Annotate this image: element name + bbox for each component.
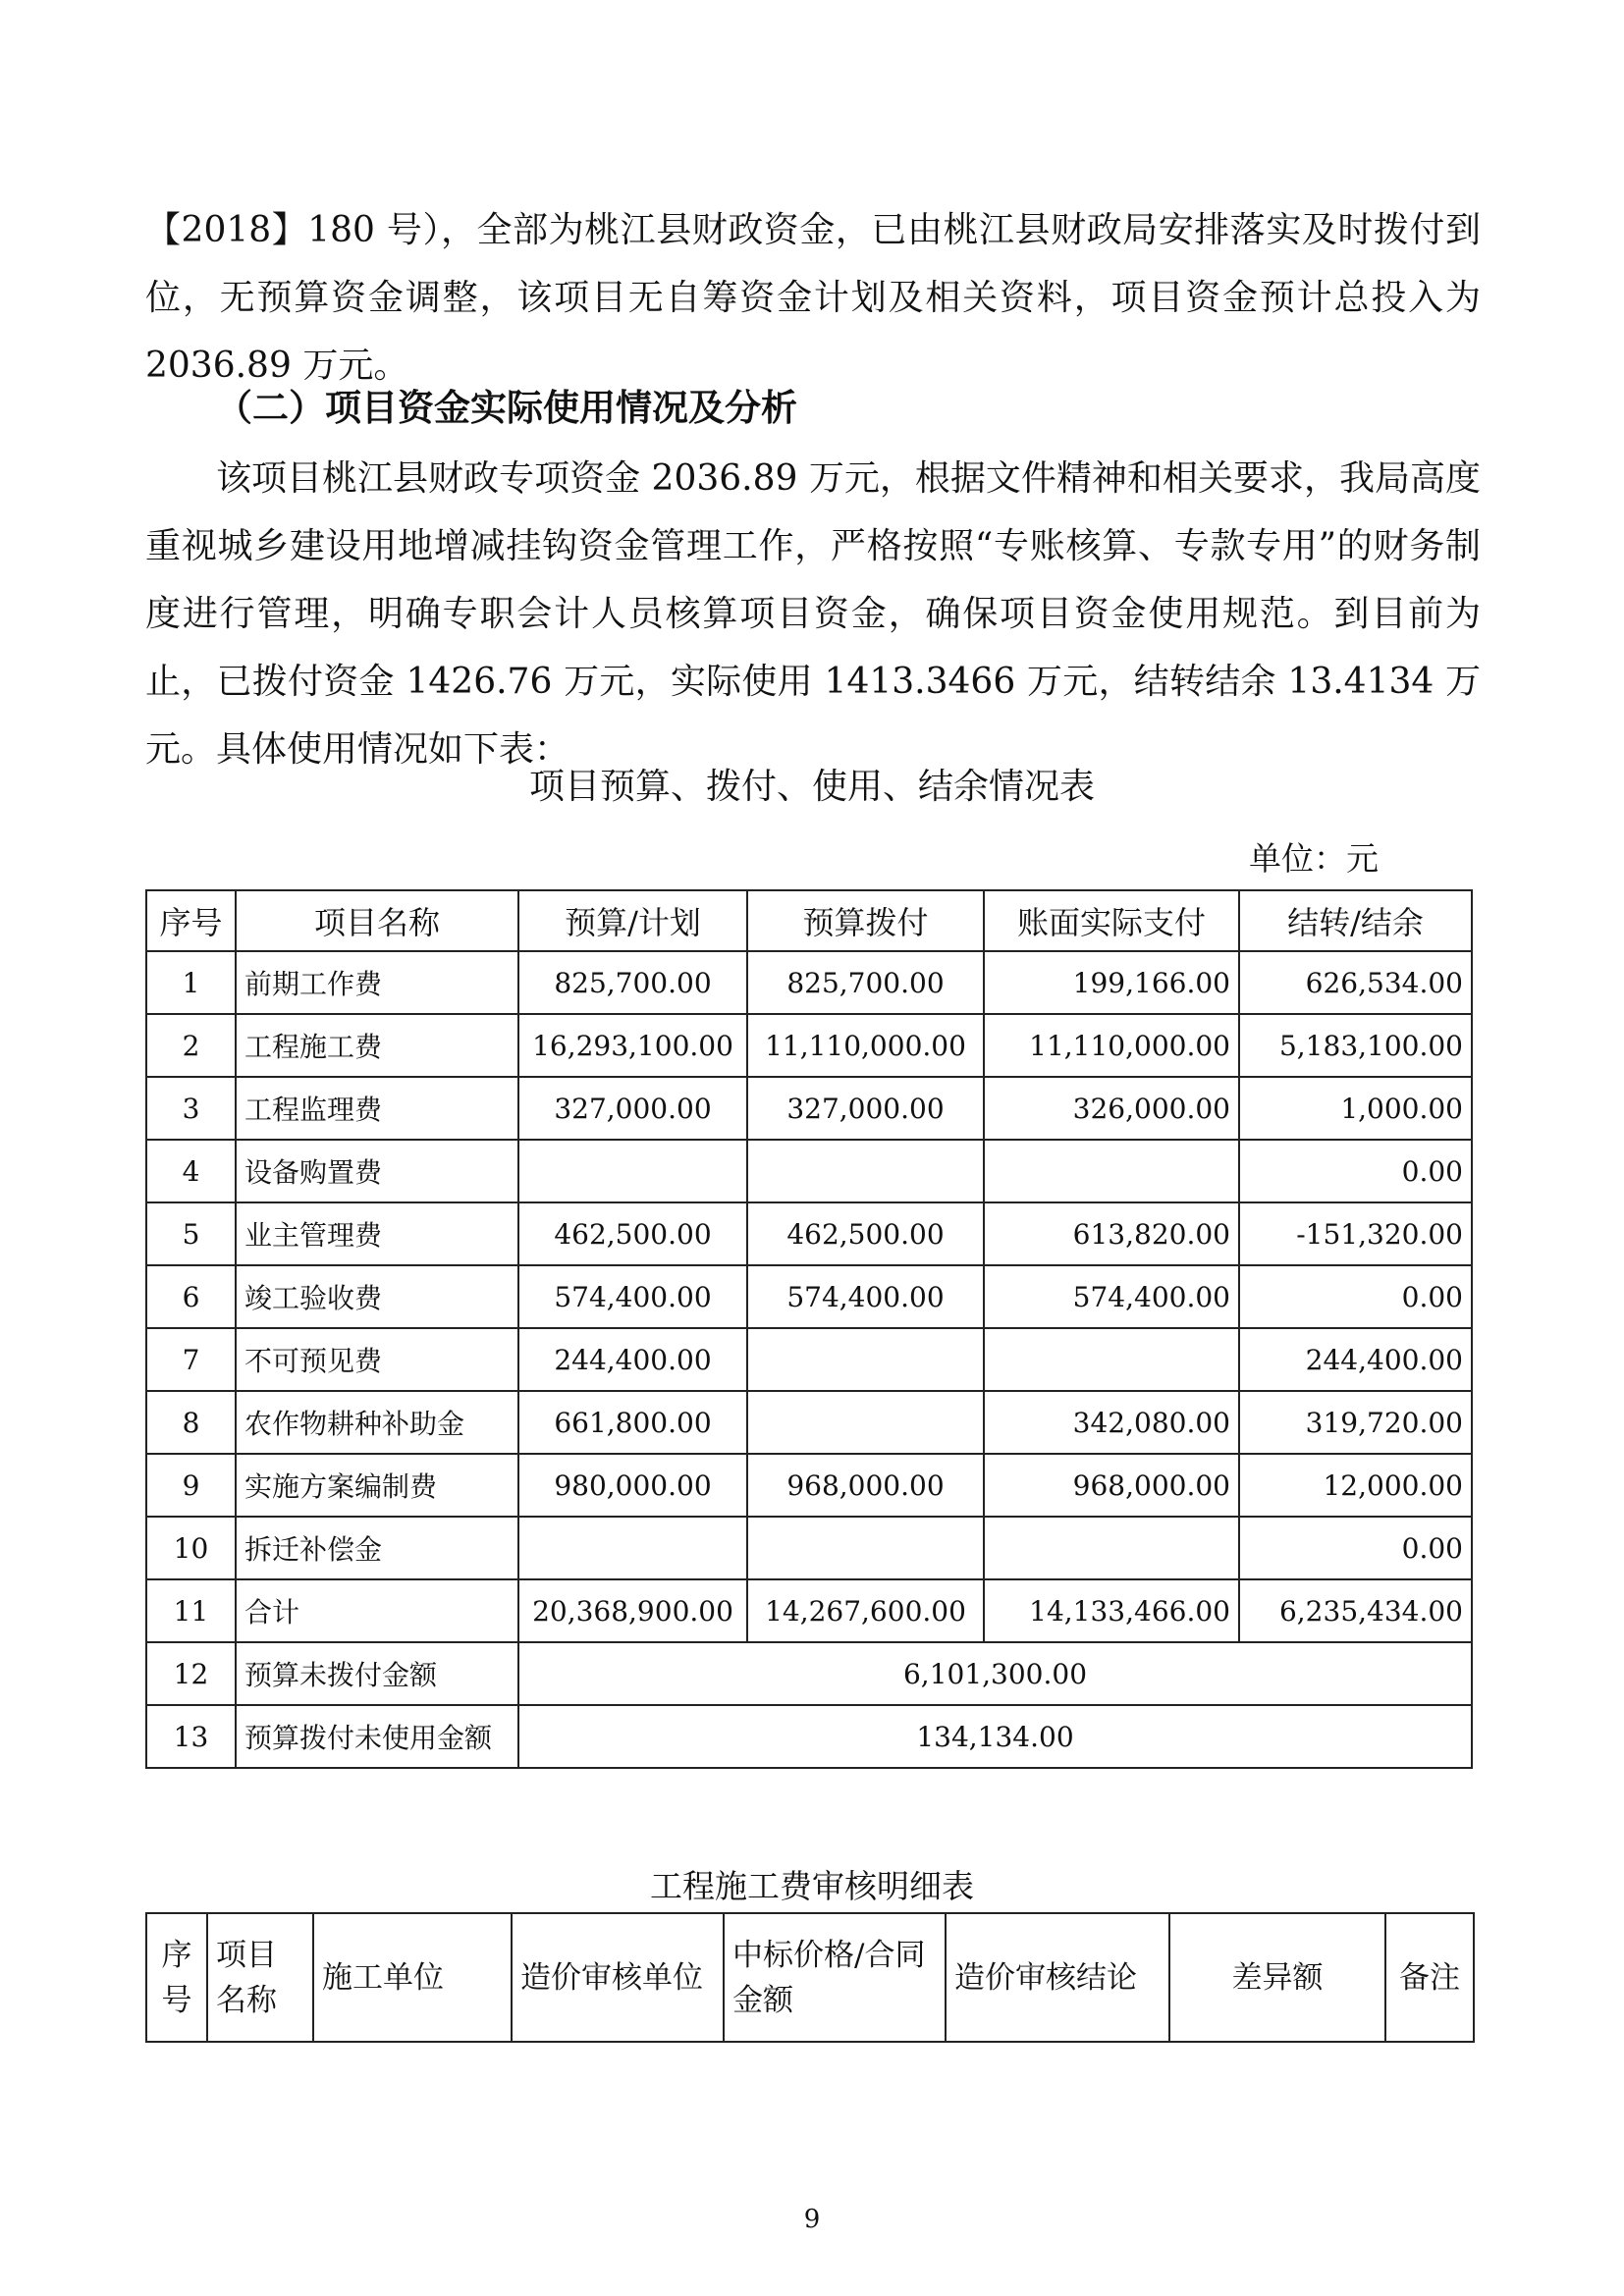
table-cell: 825,700.00	[518, 951, 747, 1014]
intro-paragraph	[145, 196, 1481, 400]
table-cell: 10	[146, 1517, 236, 1579]
table-cell: 前期工作费	[236, 951, 518, 1014]
table-header-row	[146, 1913, 1474, 2042]
table-cell: 0.00	[1239, 1517, 1472, 1579]
table-cell	[984, 1140, 1239, 1202]
table-cell: 6	[146, 1265, 236, 1328]
table-cell: 7	[146, 1328, 236, 1391]
table-cell: 1	[146, 951, 236, 1014]
table-cell: 6,235,434.00	[1239, 1579, 1472, 1642]
table-cell: 12	[146, 1642, 236, 1705]
table-cell: 327,000.00	[518, 1077, 747, 1140]
table-row	[146, 1202, 1472, 1265]
construction-audit-table	[145, 1912, 1475, 2043]
summary-row	[146, 1705, 1472, 1768]
table-cell: 968,000.00	[747, 1454, 984, 1517]
table-cell: 244,400.00	[1239, 1328, 1472, 1391]
table-cell: 12,000.00	[1239, 1454, 1472, 1517]
table-cell: 8	[146, 1391, 236, 1454]
table-cell: 工程监理费	[236, 1077, 518, 1140]
table-cell: 预算未拨付金额	[236, 1642, 518, 1705]
table1-unit: 单位：元	[1249, 839, 1379, 878]
table-cell: 实施方案编制费	[236, 1454, 518, 1517]
table-cell: 574,400.00	[518, 1265, 747, 1328]
table-cell: 14,267,600.00	[747, 1579, 984, 1642]
paragraph-1: 【2018】180 号），全部为桃江县财政资金，已由桃江县财政局安排落实及时拨付到位，无预算资金调整，该项目无自筹资金计划及相关资料，项目资金预计总投入为 2036.89 万元。	[145, 210, 1481, 386]
table-cell: 11	[146, 1579, 236, 1642]
table-cell	[984, 1328, 1239, 1391]
table-cell: 462,500.00	[518, 1202, 747, 1265]
table-header-row	[146, 890, 1472, 951]
table1-title: 项目预算、拨付、使用、结余情况表	[528, 767, 1095, 807]
table-cell: 980,000.00	[518, 1454, 747, 1517]
table-cell: 0.00	[1239, 1140, 1472, 1202]
header-cell: 序号	[146, 1913, 207, 2042]
table-cell: 661,800.00	[518, 1391, 747, 1454]
table-cell: 462,500.00	[747, 1202, 984, 1265]
table-cell	[747, 1140, 984, 1202]
table-cell: 不可预见费	[236, 1328, 518, 1391]
header-cell: 预算/计划	[518, 890, 747, 951]
table-cell: 968,000.00	[984, 1454, 1239, 1517]
table-cell	[747, 1328, 984, 1391]
budget-table	[145, 889, 1473, 1769]
table-cell: 农作物耕种补助金	[236, 1391, 518, 1454]
table-cell: 5	[146, 1202, 236, 1265]
table-cell: 626,534.00	[1239, 951, 1472, 1014]
table2-title: 工程施工费审核明细表	[650, 1867, 974, 1905]
table-cell: 2	[146, 1014, 236, 1077]
header-cell: 项目名称	[236, 890, 518, 951]
table-cell: 13	[146, 1705, 236, 1768]
table-cell: 244,400.00	[518, 1328, 747, 1391]
table-cell: 拆迁补偿金	[236, 1517, 518, 1579]
table-cell: -151,320.00	[1239, 1202, 1472, 1265]
header-cell: 项目名称	[207, 1913, 313, 2042]
table-cell: 工程施工费	[236, 1014, 518, 1077]
table-row	[146, 951, 1472, 1014]
table-row	[146, 1265, 1472, 1328]
page-number: 9	[803, 2205, 821, 2234]
table-row	[146, 1391, 1472, 1454]
table-row	[146, 1077, 1472, 1140]
table-cell: 574,400.00	[747, 1265, 984, 1328]
table-cell: 1,000.00	[1239, 1077, 1472, 1140]
header-cell: 中标价格/合同金额	[724, 1913, 946, 2042]
table-cell: 5,183,100.00	[1239, 1014, 1472, 1077]
header-cell: 结转/结余	[1239, 890, 1472, 951]
table-cell: 14,133,466.00	[984, 1579, 1239, 1642]
table-row	[146, 1014, 1472, 1077]
section-heading: （二）项目资金实际使用情况及分析	[216, 387, 797, 429]
table-cell	[518, 1140, 747, 1202]
table-cell: 199,166.00	[984, 951, 1239, 1014]
table-cell: 11,110,000.00	[747, 1014, 984, 1077]
header-cell: 备注	[1385, 1913, 1474, 2042]
table-cell: 11,110,000.00	[984, 1014, 1239, 1077]
header-cell: 差异额	[1169, 1913, 1385, 2042]
usage-paragraph	[145, 445, 1481, 783]
table-cell: 20,368,900.00	[518, 1579, 747, 1642]
paragraph-2: 该项目桃江县财政专项资金 2036.89 万元，根据文件精神和相关要求，我局高度重视城乡建设用地增减挂钩资金管理工作，严格按照“专账核算、专款专用”的财务制度进行管理，明确专职会计人员核算项目资金，确保项目资金使用规范。到目前为止，已拨付资金 1426.76 万元，实际使用 1413.3466 万元，结转结余 13.4134 万元。具体使用情况如下表：	[145, 458, 1481, 770]
table-cell: 预算拨付未使用金额	[236, 1705, 518, 1768]
table-cell: 0.00	[1239, 1265, 1472, 1328]
table-row	[146, 1328, 1472, 1391]
table-row	[146, 1140, 1472, 1202]
table-row	[146, 1454, 1472, 1517]
summary-row	[146, 1642, 1472, 1705]
table-cell: 6,101,300.00	[518, 1642, 1472, 1705]
table-cell: 竣工验收费	[236, 1265, 518, 1328]
table-cell: 613,820.00	[984, 1202, 1239, 1265]
table-cell: 9	[146, 1454, 236, 1517]
table-cell: 574,400.00	[984, 1265, 1239, 1328]
table-cell: 3	[146, 1077, 236, 1140]
header-cell: 造价审核单位	[512, 1913, 724, 2042]
table-cell: 319,720.00	[1239, 1391, 1472, 1454]
table-cell	[747, 1517, 984, 1579]
table-cell: 设备购置费	[236, 1140, 518, 1202]
header-cell: 账面实际支付	[984, 890, 1239, 951]
table-row	[146, 1517, 1472, 1579]
header-cell: 序号	[146, 890, 236, 951]
table-cell: 16,293,100.00	[518, 1014, 747, 1077]
table-cell	[518, 1517, 747, 1579]
table-cell	[984, 1517, 1239, 1579]
table-cell: 326,000.00	[984, 1077, 1239, 1140]
table-cell: 342,080.00	[984, 1391, 1239, 1454]
table-cell: 业主管理费	[236, 1202, 518, 1265]
table-cell: 327,000.00	[747, 1077, 984, 1140]
header-cell: 造价审核结论	[946, 1913, 1169, 2042]
table-cell: 4	[146, 1140, 236, 1202]
table-cell: 825,700.00	[747, 951, 984, 1014]
table-cell: 134,134.00	[518, 1705, 1472, 1768]
table-cell: 合计	[236, 1579, 518, 1642]
header-cell: 预算拨付	[747, 890, 984, 951]
header-cell: 施工单位	[313, 1913, 512, 2042]
table-row	[146, 1579, 1472, 1642]
table-cell	[747, 1391, 984, 1454]
